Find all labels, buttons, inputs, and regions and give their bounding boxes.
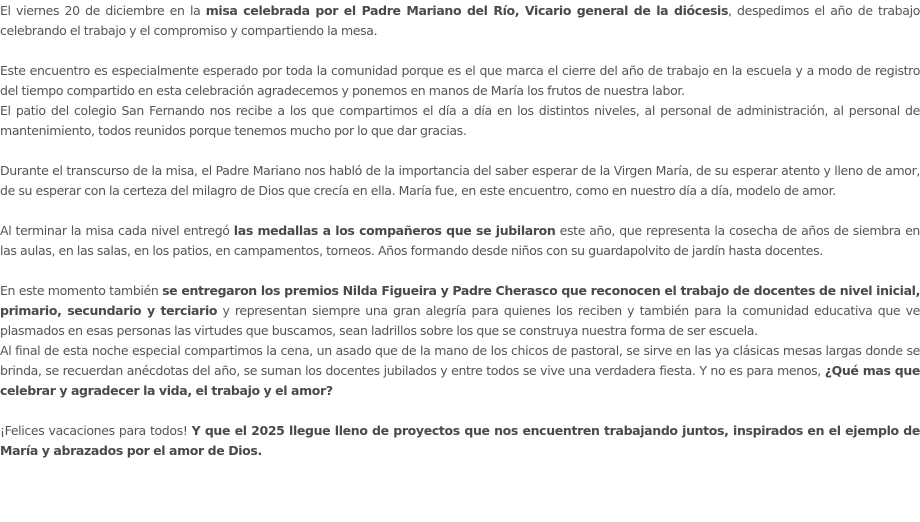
intro-text-start: El viernes 20 de diciembre en la bbox=[0, 3, 206, 18]
paragraph-medallas bbox=[0, 221, 920, 261]
paragraph-spacer bbox=[0, 141, 920, 161]
medallas-text-end: este año, que representa la cosecha de años de siembra en las aulas, en las salas, en los patios, en campamentos, torneos. Años formando desde niños con su guardapolvito de jardín hasta docentes. bbox=[0, 223, 920, 258]
paragraph-premios bbox=[0, 281, 920, 341]
closing-highlight: Y que el 2025 llegue lleno de proyectos que nos encuentren trabajando juntos, inspirados en el ejemplo de María y abrazados por el amor de Dios. bbox=[0, 423, 920, 458]
premios-text-start: En este momento también bbox=[0, 283, 163, 298]
paragraph-patio: El patio del colegio San Fernando nos recibe a los que compartimos el día a día en los distintos niveles, al personal de administración, al personal de mantenimiento, todos reunidos porque tenemos mucho por lo que dar gracias. bbox=[0, 103, 920, 138]
intro-text-end: , despedimos el año de trabajo celebrando el trabajo y el compromiso y compartiendo la mesa. bbox=[0, 3, 920, 38]
paragraph-spacer bbox=[0, 41, 920, 61]
premios-highlight: se entregaron los premios Nilda Figueira y Padre Cherasco que reconocen el trabajo de docentes de nivel inicial, primario, secundario y terciario bbox=[0, 283, 920, 318]
cena-highlight: ¿Qué mas que celebrar y agradecer la vida, el trabajo y el amor? bbox=[0, 363, 920, 398]
intro-highlight: misa celebrada por el Padre Mariano del Río, Vicario general de la diócesis bbox=[205, 3, 729, 18]
paragraph-spacer bbox=[0, 401, 920, 421]
paragraph-closing bbox=[0, 421, 920, 461]
paragraph-spacer bbox=[0, 201, 920, 221]
paragraph-intro bbox=[0, 1, 920, 41]
closing-text-start: ¡Felices vacaciones para todos! bbox=[0, 423, 192, 438]
paragraph-encuentro: Este encuentro es especialmente esperado por toda la comunidad porque es el que marca el cierre del año de trabajo en la escuela y a modo de registro del tiempo compartido en esta celebración agradecemos y ponemos en manos de María los frutos de nuestra labor. bbox=[0, 63, 920, 98]
medallas-text-start: Al terminar la misa cada nivel entregó bbox=[0, 223, 234, 238]
paragraph-spacer bbox=[0, 261, 920, 281]
medallas-highlight: las medallas a los compañeros que se jubilaron bbox=[233, 223, 556, 238]
cena-text-start: Al final de esta noche especial compartimos la cena, un asado que de la mano de los chicos de pastoral, se sirve en las ya clásicas mesas largas donde se brinda, se recuerdan anécdotas del año, se suman los docentes jubilados y entre todos se vive una verdadera fiesta. Y no es para menos, bbox=[0, 343, 920, 378]
paragraph-cena bbox=[0, 341, 920, 401]
paragraph-misa: Durante el transcurso de la misa, el Padre Mariano nos habló de la importancia del saber esperar de la Virgen María, de su esperar atento y lleno de amor, de su esperar con la certeza del milagro de Dios que crecía en ella. María fue, en este encuentro, como en nuestro día a día, modelo de amor. bbox=[0, 163, 920, 198]
premios-text-end: y representan siempre una gran alegría para quienes los reciben y también para la comunidad educativa que ve plasmados en esas personas las virtudes que buscamos, sean ladrillos sobre los que se construya nuestra forma de ser escuela. bbox=[0, 303, 920, 338]
